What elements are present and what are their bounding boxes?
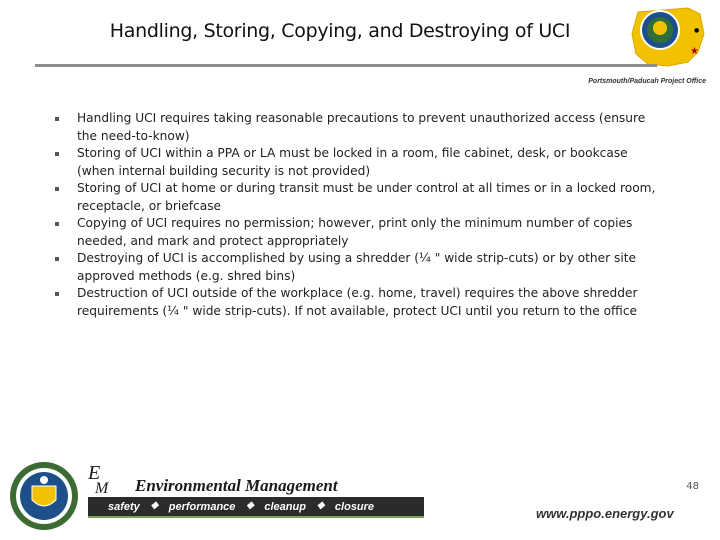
- bullet-icon: [55, 187, 59, 191]
- title-divider: [35, 64, 657, 67]
- diamond-separator-icon: ❖: [245, 501, 255, 512]
- bullet-icon: [55, 257, 59, 261]
- list-item: Storing of UCI at home or during transit must be under control at all times or in a locked room, receptacle, or briefcase: [55, 180, 665, 215]
- bullet-icon: [55, 292, 59, 296]
- tagline-cleanup: cleanup: [264, 500, 306, 513]
- tagline-closure: closure: [334, 500, 375, 513]
- list-item: Copying of UCI requires no permission; however, print only the minimum number of copies needed, and mark and protect appropriately: [55, 215, 665, 250]
- bullet-icon: [55, 222, 59, 226]
- diamond-separator-icon: ❖: [149, 501, 159, 512]
- svg-text:●: ●: [694, 27, 700, 34]
- page-title: Handling, Storing, Copying, and Destroying of UCI: [109, 20, 571, 42]
- list-item: Destruction of UCI outside of the workplace (e.g. home, travel) requires the above shredder requirements (¼ " wide strip-cuts). If not available, protect UCI until you return to the office: [55, 285, 665, 320]
- website-link[interactable]: www.pppo.energy.gov: [536, 506, 674, 521]
- doe-seal-icon: [8, 460, 80, 532]
- svg-text:★: ★: [690, 46, 699, 57]
- tagline-safety: safety: [108, 500, 140, 513]
- program-title: Environmental Management: [135, 476, 338, 495]
- office-label: Portsmouth/Paducah Project Office: [588, 78, 706, 85]
- page-number: 48: [686, 481, 699, 492]
- tagline-performance: performance: [168, 500, 236, 513]
- diamond-separator-icon: ❖: [315, 501, 325, 512]
- bullet-icon: [55, 152, 59, 156]
- list-item: Storing of UCI within a PPA or LA must be locked in a room, file cabinet, desk, or bookcase (when internal building security is not provided): [55, 145, 665, 180]
- list-item: Destroying of UCI is accomplished by using a shredder (¼ " wide strip-cuts) or by other site approved methods (e.g. shred bins): [55, 250, 665, 285]
- bullet-icon: [55, 117, 59, 121]
- tagline-bar: [88, 497, 424, 518]
- list-item: Handling UCI requires taking reasonable precautions to prevent unauthorized access (ensure the need-to-know): [55, 110, 665, 145]
- bullet-list: [55, 110, 665, 320]
